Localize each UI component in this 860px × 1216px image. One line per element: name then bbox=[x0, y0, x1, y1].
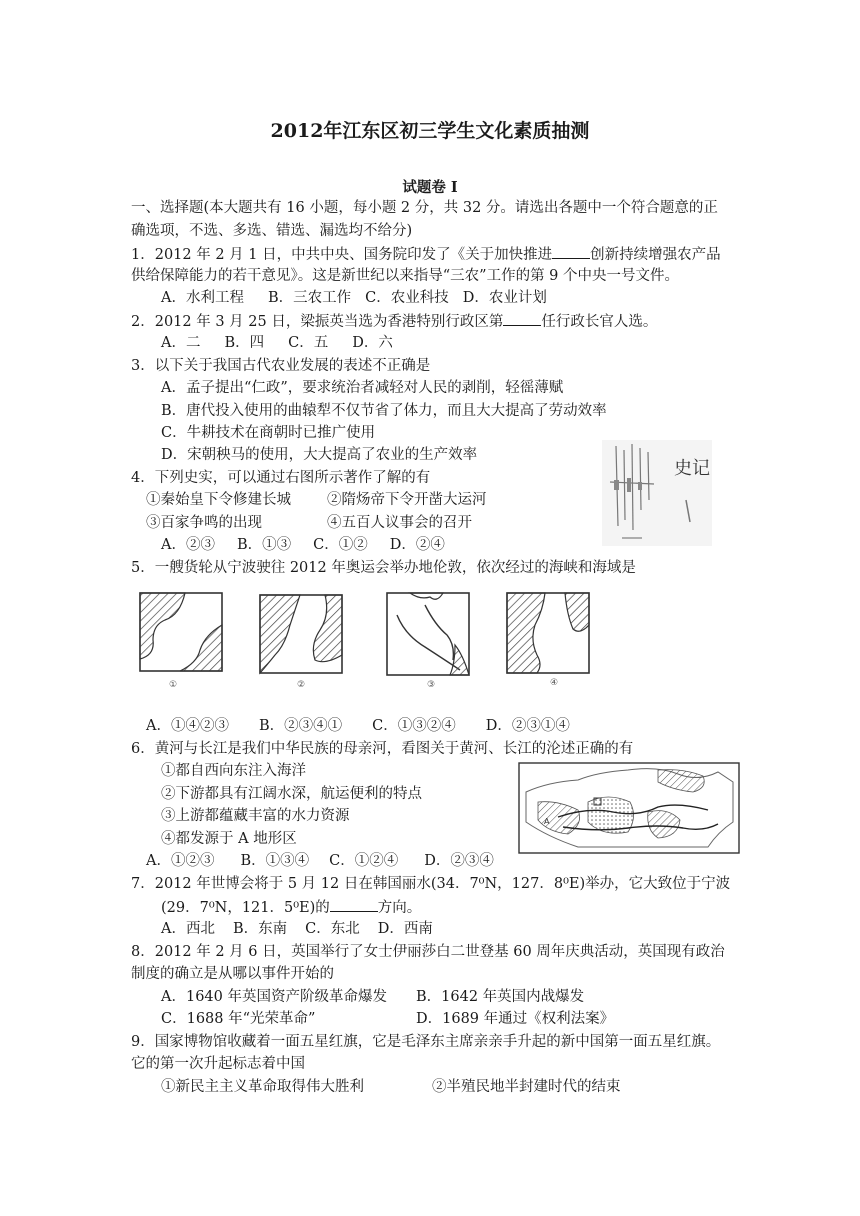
question-9-item-2: ②半殖民地半封建时代的结束 bbox=[432, 1079, 621, 1095]
section-instruction-line2: 确选项，不选、多选、错选、漏选均不给分) bbox=[131, 223, 413, 239]
answer-blank bbox=[552, 244, 590, 259]
option-c: C．①② bbox=[313, 537, 368, 553]
answer-blank bbox=[503, 311, 541, 326]
option-c: C．五 bbox=[288, 335, 329, 351]
option-d: D．②④ bbox=[389, 537, 445, 553]
question-3-option-b: B．唐代投入使用的曲辕犁不仅节省了体力，而且大大提高了劳动效率 bbox=[161, 403, 607, 419]
option-b: B．①③ bbox=[236, 537, 292, 553]
question-8-option-c: C．1688 年“光荣革命” bbox=[161, 1011, 316, 1027]
option-c: C．①②④ bbox=[329, 853, 399, 869]
option-a: A．①④②③ bbox=[146, 718, 229, 734]
question-6-item-2: ②下游都具有江阔水深，航运便利的特点 bbox=[161, 786, 422, 802]
strait-map-3 bbox=[387, 593, 469, 675]
map-1-label: ① bbox=[169, 680, 178, 690]
question-6-item-4: ④都发源于 A 地形区 bbox=[161, 831, 297, 847]
question-9-item-1: ①新民主主义革命取得伟大胜利 bbox=[161, 1079, 364, 1095]
question-4-options bbox=[161, 535, 445, 555]
q1-text-b: 创新持续增强农产品 bbox=[590, 247, 721, 263]
option-b: B．四 bbox=[224, 335, 265, 351]
option-a: A．②③ bbox=[161, 537, 215, 553]
option-a: A．西北 bbox=[161, 921, 215, 937]
question-6-options bbox=[146, 851, 494, 871]
question-4-item-3: ③百家争鸣的出现 bbox=[146, 515, 262, 531]
question-7-stem-line2 bbox=[161, 897, 421, 918]
question-7-options bbox=[161, 919, 433, 939]
strait-map-2 bbox=[260, 595, 342, 673]
question-3-stem: 3．以下关于我国古代农业发展的表述不正确是 bbox=[131, 358, 431, 374]
question-8-stem: 8．2012 年 2 月 6 日，英国举行了女士伊丽莎白二世登基 60 周年庆典活动，英国现有政治 bbox=[131, 944, 725, 960]
question-6-item-3: ③上游都蕴藏丰富的水力资源 bbox=[161, 808, 350, 824]
option-a: A．①②③ bbox=[146, 853, 215, 869]
question-1-stem bbox=[131, 244, 721, 265]
shiji-book-image bbox=[602, 440, 712, 546]
question-8-option-d: D．1689 年通过《权利法案》 bbox=[416, 1011, 615, 1027]
question-9-stem-line2: 它的第一次升起标志着中国 bbox=[131, 1056, 305, 1072]
option-c: C．农业科技 bbox=[365, 290, 449, 306]
question-3-option-a: A．孟子提出“仁政”，要求统治者减轻对人民的剥削，轻徭薄赋 bbox=[161, 380, 564, 396]
china-rivers-map bbox=[518, 762, 740, 854]
question-8-option-b: B．1642 年英国内战爆发 bbox=[416, 989, 585, 1005]
question-6-item-1: ①都自西向东注入海洋 bbox=[161, 763, 306, 779]
option-b: B．②③④① bbox=[258, 718, 343, 734]
paper-subtitle: 试题卷 I bbox=[402, 179, 458, 196]
q2-text-a: 2．2012 年 3 月 25 日，梁振英当选为香港特别行政区第 bbox=[131, 314, 504, 330]
q1-text-a: 1．2012 年 2 月 1 日，中共中央、国务院印发了《关于加快推进 bbox=[131, 247, 553, 263]
section-instruction-line1: 一、选择题(本大题共有 16 小题，每小题 2 分，共 32 分。请选出各题中一个符合题意的正 bbox=[131, 200, 718, 216]
option-b: B．三农工作 bbox=[267, 290, 352, 306]
question-8-option-a: A．1640 年英国资产阶级革命爆发 bbox=[161, 989, 387, 1005]
question-7-stem: 7．2012 年世博会将于 5 月 12 日在韩国丽水(34．7⁰N，127．8⁰E)举办，它大致位于宁波 bbox=[131, 876, 731, 892]
book-title-glyph-1: 史记 bbox=[674, 458, 710, 479]
question-4-item-4: ④五百人议事会的召开 bbox=[327, 515, 472, 531]
option-d: D．农业计划 bbox=[462, 290, 547, 306]
map-2-label: ② bbox=[297, 680, 306, 690]
question-2-options bbox=[161, 333, 393, 353]
question-1-options bbox=[161, 288, 547, 308]
option-d: D．②③④ bbox=[424, 853, 494, 869]
question-3-option-c: C．牛耕技术在商朝时已推广使用 bbox=[161, 425, 376, 441]
question-3-option-d: D．宋朝秧马的使用，大大提高了农业的生产效率 bbox=[161, 447, 478, 463]
option-a: A．二 bbox=[161, 335, 201, 351]
strait-maps-figure bbox=[125, 585, 620, 695]
option-b: B．东南 bbox=[232, 921, 288, 937]
option-d: D．西南 bbox=[377, 921, 433, 937]
q2-text-b: 任行政长官人选。 bbox=[541, 314, 658, 330]
question-9-stem: 9．国家博物馆收藏着一面五星红旗，它是毛泽东主席亲亲手升起的新中国第一面五星红旗。 bbox=[131, 1034, 721, 1050]
question-5-options bbox=[146, 716, 570, 736]
option-c: C．①③②④ bbox=[372, 718, 456, 734]
strait-map-1 bbox=[140, 593, 222, 671]
question-5-stem: 5．一艘货轮从宁波驶往 2012 年奥运会举办地伦敦，依次经过的海峡和海域是 bbox=[131, 560, 636, 576]
strait-map-4 bbox=[507, 593, 589, 673]
option-c: C．东北 bbox=[305, 921, 360, 937]
option-b: B．①③④ bbox=[240, 853, 310, 869]
map-label-a: A bbox=[544, 817, 550, 826]
question-4-stem: 4．下列史实，可以通过右图所示著作了解的有 bbox=[131, 470, 431, 486]
question-2-stem bbox=[131, 311, 657, 332]
question-8-stem-line2: 制度的确立是从哪以事件开始的 bbox=[131, 966, 334, 982]
q7-text-a: (29．7⁰N，121．5⁰E)的 bbox=[161, 900, 330, 916]
question-4-item-2: ②隋炀帝下令开凿大运河 bbox=[327, 492, 487, 508]
map-3-label: ③ bbox=[427, 680, 436, 690]
page-title: 2012年江东区初三学生文化素质抽测 bbox=[270, 120, 590, 142]
question-4-item-1: ①秦始皇下令修建长城 bbox=[146, 492, 291, 508]
option-d: D．六 bbox=[352, 335, 393, 351]
q7-text-b: 方向。 bbox=[377, 900, 422, 916]
answer-blank bbox=[330, 897, 378, 912]
question-6-stem: 6．黄河与长江是我们中华民族的母亲河，看图关于黄河、长江的沦述正确的有 bbox=[131, 741, 634, 757]
option-d: D．②③①④ bbox=[485, 718, 570, 734]
option-a: A．水利工程 bbox=[161, 290, 244, 306]
map-4-label: ④ bbox=[550, 678, 559, 688]
question-1-stem-line2: 供给保障能力的若干意见》。这是新世纪以来指导“三农”工作的第 9 个中央一号文件。 bbox=[131, 268, 680, 284]
